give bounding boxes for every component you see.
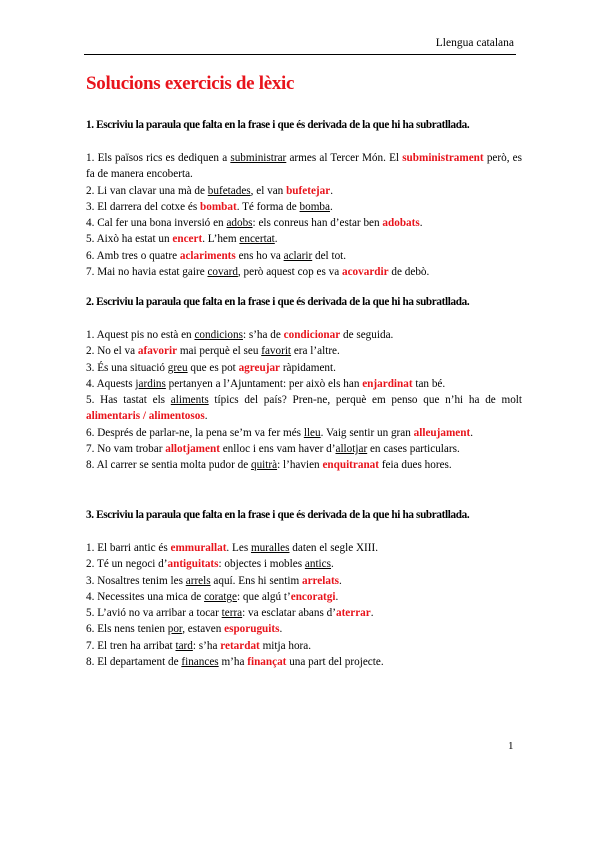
sentence-text: : objectes i mobles xyxy=(218,558,305,571)
header-title: Llengua catalana xyxy=(435,37,514,49)
sentence-item xyxy=(86,215,522,231)
answer-word: subministrament xyxy=(402,152,484,164)
sentence-text: 4. Cal fer una bona inversió en xyxy=(86,217,227,230)
answer-word: enjardinat xyxy=(362,377,413,390)
sentence-item xyxy=(86,605,522,621)
sentence-text: 6. Els nens tenien xyxy=(86,623,168,636)
sentence-item xyxy=(86,343,522,359)
underlined-word: quitrà xyxy=(250,459,278,472)
sentence-text: feia dues hores. xyxy=(379,459,452,472)
answer-word: aclariments xyxy=(179,249,236,262)
sentence-text: 1. Els països rics es dediquen a xyxy=(86,152,231,164)
underlined-word: terra xyxy=(221,607,243,620)
sentence-item xyxy=(86,556,522,572)
underlined-word: allotjar xyxy=(335,443,368,456)
sentence-item xyxy=(86,231,522,247)
sentence-text: 5. Això ha estat un xyxy=(86,233,173,246)
sentence-text: que es pot xyxy=(187,361,239,374)
underlined-word: aliments xyxy=(170,394,209,407)
sentence-text: aquí. Ens hi sentim xyxy=(210,574,302,587)
sentence-text: . xyxy=(274,233,278,246)
sentence-text: del tot. xyxy=(312,249,347,262)
sentence-item xyxy=(86,540,522,556)
exercise-section-1 xyxy=(86,117,522,280)
sentence-text: : l’havien xyxy=(277,459,323,472)
sentence-item xyxy=(86,392,522,425)
answer-word: alimentaris / alimentosos xyxy=(86,410,205,423)
sentence-text: : s’ha de xyxy=(242,329,284,341)
answer-word: enquitranat xyxy=(322,459,380,472)
sentence-text: de debò. xyxy=(388,266,430,279)
underlined-word: adobs xyxy=(226,217,253,230)
sentence-text: mai perquè el seu xyxy=(177,345,262,358)
sentence-text: armes al Tercer Món. El xyxy=(286,152,403,164)
answer-word: retardat xyxy=(220,639,260,652)
sentence-text: enlloc i ens vam haver d’ xyxy=(219,443,336,456)
sentence-text: 7. No vam trobar xyxy=(86,443,166,456)
sentence-item xyxy=(86,360,522,376)
sentence-text: . xyxy=(339,574,342,587)
answer-word: alleujament xyxy=(413,426,471,439)
sentence-item xyxy=(86,621,522,637)
answer-word: arrelats xyxy=(301,574,340,587)
underlined-word: antics xyxy=(304,558,331,571)
sentence-list xyxy=(86,327,522,474)
answer-word: emmurallat xyxy=(170,542,227,554)
sentence-text: . xyxy=(330,200,333,213)
sentence-text: , però aquest cop es va xyxy=(237,266,342,279)
sentence-item xyxy=(86,150,522,183)
underlined-word: condicions xyxy=(194,329,243,341)
answer-word: aterrar xyxy=(335,607,371,620)
sentence-text: 8. Al carrer se sentia molta pudor de xyxy=(86,459,251,472)
sentence-text: però, es fa de manera encoberta. xyxy=(86,152,522,181)
sentence-item xyxy=(86,327,522,343)
answer-word: esporuguits xyxy=(224,623,280,636)
sentence-text: mitja hora. xyxy=(259,639,312,652)
answer-word: acovardir xyxy=(342,266,389,279)
sentence-text: ràpidament. xyxy=(280,361,336,374)
underlined-word: bomba xyxy=(299,200,330,213)
sentence-text: : s’ha xyxy=(192,639,221,652)
underlined-word: subministrar xyxy=(230,152,287,164)
sentence-text: 5. Has tastat els xyxy=(86,394,171,407)
sentence-text: 4. Aquests xyxy=(86,377,136,390)
sentence-item xyxy=(86,264,522,280)
sentence-text: . xyxy=(370,607,374,620)
exercise-section-2 xyxy=(86,294,522,474)
section-heading: 1. Escriviu la paraula que falta en la frase i que és derivada de la que hi ha subratllada. xyxy=(86,119,470,131)
sentence-text: 3. El darrera del cotxe és xyxy=(86,200,200,213)
sentence-text: 3. És una situació xyxy=(86,361,168,374)
sentence-item xyxy=(86,248,522,264)
underlined-word: encertat xyxy=(239,233,275,246)
sentence-item xyxy=(86,573,522,589)
answer-word: condicionar xyxy=(283,329,341,341)
answer-word: antiguitats xyxy=(167,558,219,571)
sentence-item xyxy=(86,654,522,670)
sentence-text: 4. Necessites una mica de xyxy=(86,590,205,603)
answer-word: bombat xyxy=(200,200,237,213)
answer-word: encoratgi xyxy=(290,590,336,603)
sentence-text: m’ha xyxy=(218,656,248,669)
answer-word: bufetejar xyxy=(286,184,331,197)
sentence-item xyxy=(86,589,522,605)
sentence-item xyxy=(86,457,522,473)
answer-word: finançat xyxy=(247,656,287,669)
sentence-text: . xyxy=(204,410,208,423)
underlined-word: finances xyxy=(181,656,219,669)
sentence-item xyxy=(86,425,522,441)
answer-word: agreujar xyxy=(238,361,281,374)
answer-word: allotjament xyxy=(165,443,220,456)
underlined-word: lleu xyxy=(303,426,321,439)
sentence-text: en cases particulars. xyxy=(367,443,460,456)
sentence-text: una part del projecte. xyxy=(286,656,384,669)
underlined-word: por xyxy=(167,623,183,636)
sentence-text: 2. No el va xyxy=(86,345,138,358)
sentence-text: . xyxy=(335,590,339,603)
sentence-text: 2. Té un negoci d’ xyxy=(86,558,168,571)
sentence-text: 2. Li van clavar una mà de xyxy=(86,184,208,197)
exercise-section-3 xyxy=(86,507,522,670)
underlined-word: tard xyxy=(175,639,193,652)
underlined-word: bufetades xyxy=(207,184,251,197)
sentence-text: de seguida. xyxy=(340,329,394,341)
sentence-text: , estaven xyxy=(182,623,225,636)
underlined-word: jardins xyxy=(135,377,166,390)
sentence-item xyxy=(86,376,522,392)
sentence-item xyxy=(86,638,522,654)
sentence-text: 1. El barri antic és xyxy=(86,542,171,554)
section-heading: 2. Escriviu la paraula que falta en la frase i que és derivada de la que hi ha subratllada. xyxy=(86,296,470,308)
sentence-text: . Les xyxy=(226,542,251,554)
sentence-text: 7. El tren ha arribat xyxy=(86,639,176,652)
sentence-text: . xyxy=(470,426,473,439)
sentence-text: . Té forma de xyxy=(236,200,300,213)
sentence-text: era l’altre. xyxy=(291,345,340,358)
sentence-text: 5. L’avió no va arribar a tocar xyxy=(86,607,222,620)
sentence-text: : va esclatar abans d’ xyxy=(242,607,336,620)
sentence-text: 6. Després de parlar-ne, la pena se’m va fer més xyxy=(86,426,304,439)
underlined-word: favorit xyxy=(261,345,292,358)
answer-word: adobats xyxy=(382,217,420,230)
sentence-item xyxy=(86,183,522,199)
document-title: Solucions exercicis de lèxic xyxy=(86,73,295,94)
underlined-word: covard xyxy=(207,266,238,279)
underlined-word: greu xyxy=(167,361,188,374)
underlined-word: muralles xyxy=(250,542,290,554)
section-heading: 3. Escriviu la paraula que falta en la frase i que és derivada de la que hi ha subratllada. xyxy=(86,509,470,521)
sentence-text: . xyxy=(330,184,333,197)
answer-word: afavorir xyxy=(137,345,178,358)
sentence-text: 8. El departament de xyxy=(86,656,182,669)
sentence-text: ens ho va xyxy=(235,249,284,262)
underlined-word: coratge xyxy=(204,590,237,603)
sentence-text: pertanyen a l’Ajuntament: per això els han xyxy=(165,377,363,390)
underlined-word: aclarir xyxy=(283,249,313,262)
sentence-item xyxy=(86,441,522,457)
sentence-text: . xyxy=(279,623,283,636)
sentence-item xyxy=(86,199,522,215)
underlined-word: arrels xyxy=(185,574,211,587)
sentence-text: : que algú t’ xyxy=(236,590,291,603)
sentence-text: . Vaig sentir un gran xyxy=(320,426,414,439)
sentence-text: 7. Mai no havia estat gaire xyxy=(86,266,208,279)
sentence-list xyxy=(86,150,522,280)
answer-word: encert xyxy=(172,233,203,246)
sentence-text: 1. Aquest pis no està en xyxy=(86,329,195,341)
sentence-text: típics del país? Pren-ne, perquè em penso que n’hi ha de molt xyxy=(208,394,523,407)
header-rule xyxy=(84,54,516,55)
sentence-text: . L’hem xyxy=(202,233,240,246)
sentence-text: : els conreus han d’estar ben xyxy=(252,217,383,230)
sentence-list xyxy=(86,540,522,670)
sentence-text: , el van xyxy=(250,184,287,197)
sentence-text: . xyxy=(331,558,334,571)
sentence-text: tan bé. xyxy=(412,377,446,390)
sentence-text: . xyxy=(419,217,423,230)
page-number: 1 xyxy=(508,740,514,752)
sentence-text: 3. Nosaltres tenim les xyxy=(86,574,186,587)
sentence-text: daten el segle XIII. xyxy=(289,542,379,554)
sentence-text: 6. Amb tres o quatre xyxy=(86,249,180,262)
